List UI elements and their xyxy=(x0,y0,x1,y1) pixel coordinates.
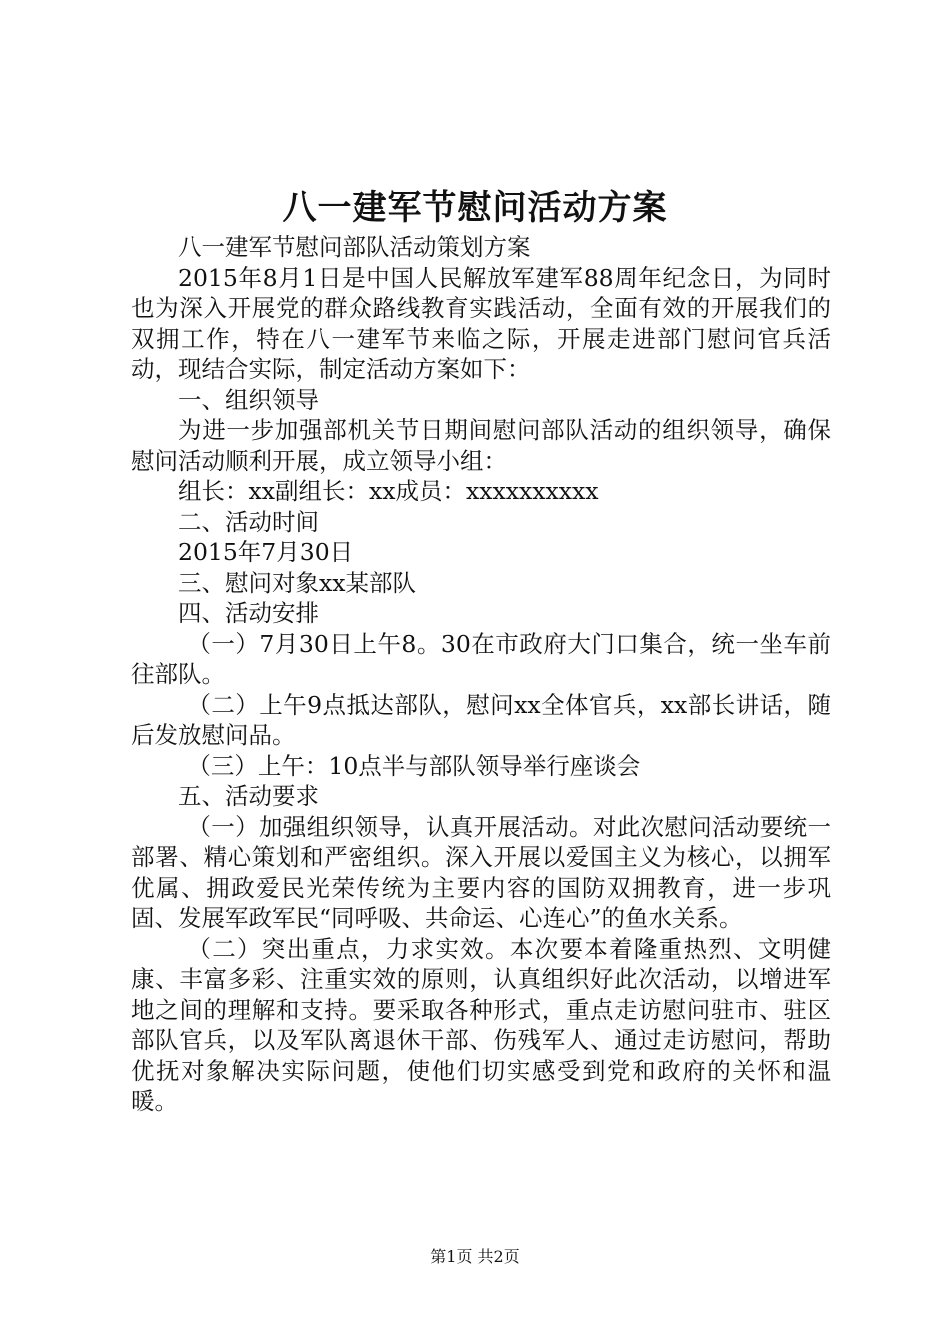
intro-paragraph: 2015年8月1日是中国人民解放军建军88周年纪念日，为同时也为深入开展党的群众路线教育实践活动，全面有效的开展我们的双拥工作，特在八一建军节来临之际，开展走进部门慰问官兵活动，现结合实际，制定活动方案如下： xyxy=(131,263,831,383)
requirement-item-2: （二）突出重点，力求实效。本次要本着隆重热烈、文明健康、丰富多彩、注重实效的原则，认真组织好此次活动，以增进军地之间的理解和支持。要采取各种形式，重点走访慰问驻市、驻区部队官兵，以及军队离退休干部、伤残军人、通过走访慰问，帮助优抚对象解决实际问题，使他们切实感受到党和政府的关怀和温暖。 xyxy=(131,934,831,1115)
section-heading-organization: 一、组织领导 xyxy=(178,385,319,414)
subtitle-paragraph: 八一建军节慰问部队活动策划方案 xyxy=(178,233,531,261)
leadership-members: 组长：xx副组长：xx成员：xxxxxxxxxx xyxy=(178,477,599,505)
section-heading-target: 三、慰问对象xx某部队 xyxy=(178,568,417,597)
arrangement-item-3: （三）上午：10点半与部队领导举行座谈会 xyxy=(187,751,641,780)
section-heading-requirements: 五、活动要求 xyxy=(178,782,319,810)
arrangement-item-2: （二）上午9点抵达部队，慰问xx全体官兵，xx部长讲话，随后发放慰问品。 xyxy=(131,690,831,749)
activity-date: 2015年7月30日 xyxy=(178,538,354,566)
arrangement-item-1: （一）7月30日上午8。30在市政府大门口集合，统一坐车前往部队。 xyxy=(131,629,831,688)
document-title: 八一建军节慰问活动方案 xyxy=(282,188,668,228)
organization-paragraph: 为进一步加强部机关节日期间慰问部队活动的组织领导，确保慰问活动顺利开展，成立领导小组： xyxy=(131,416,831,475)
document-body xyxy=(131,232,831,1117)
requirement-item-1: （一）加强组织领导，认真开展活动。对此次慰问活动要统一部署、精心策划和严密组织。深入开展以爱国主义为核心，以拥军优属、拥政爱民光荣传统为主要内容的国防双拥教育，进一步巩固、发展军政军民“同呼吸、共命运、心连心”的鱼水关系。 xyxy=(131,812,831,932)
page-footer: 第1页 共2页 xyxy=(430,1247,520,1266)
section-heading-arrangement: 四、活动安排 xyxy=(178,599,319,627)
section-heading-time: 二、活动时间 xyxy=(178,507,319,536)
